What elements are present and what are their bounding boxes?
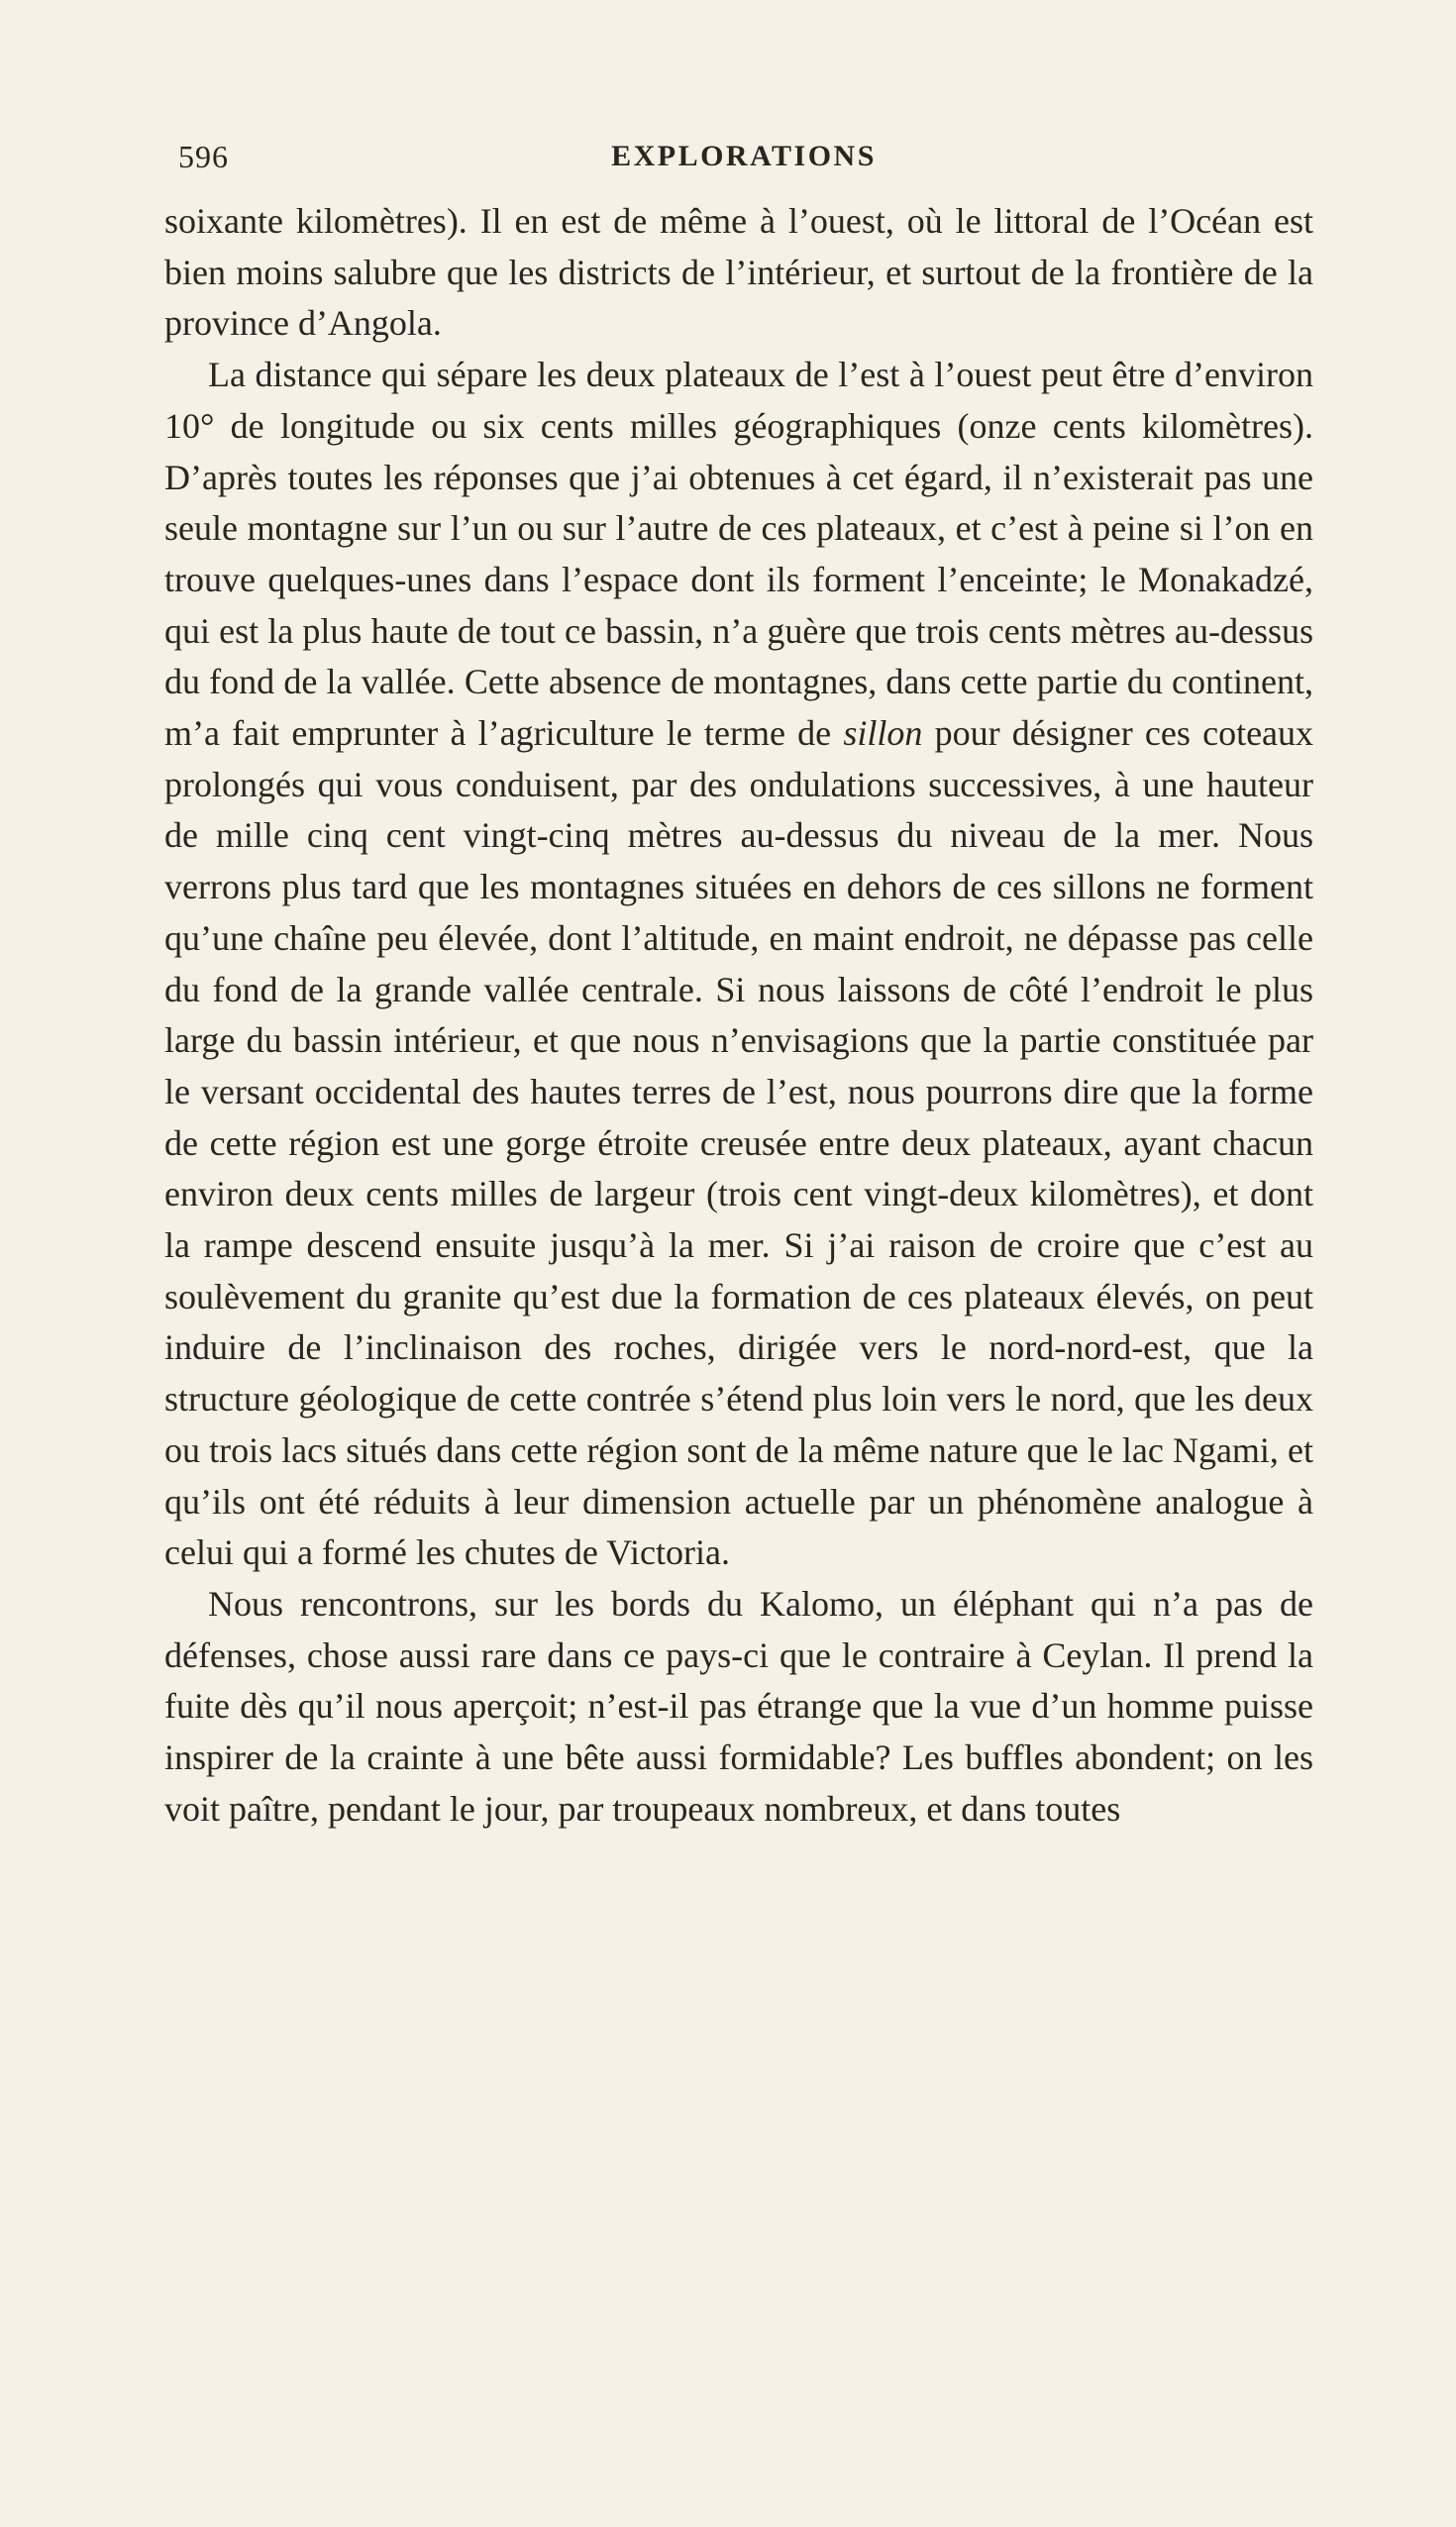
paragraph-1: soixante kilomètres). Il en est de même à l’ouest, où le littoral de l’Océan est bien moins salubre que les districts de l’intérieur, et surtout de la frontière de la province d’Angola. — [164, 201, 1313, 344]
page-number: 596 — [178, 139, 229, 174]
italic-term-sillon: sillon — [843, 713, 923, 754]
body-text — [164, 196, 1313, 1836]
paragraph-2-text-end: pour désigner ces coteaux prolongés qui vous conduisent, par des ondulations successives, à une hauteur de mille cinq cent vingt-cinq mètres au-dessus du niveau de la mer. Nous verrons plus tard que les montagnes situées en dehors de ces sillons ne forment qu’une chaîne peu élevée, dont l’altitude, en maint endroit, ne dépasse pas celle du fond de la grande vallée centrale. Si nous laissons de côté l’endroit le plus large du bassin intérieur, et que nous n’envisagions que la partie constituée par le versant occidental des hautes terres de l’est, nous pourrons dire que la forme de cette région est une gorge étroite creusée entre deux plateaux, ayant chacun environ deux cents milles de largeur (trois cent vingt-deux kilomètres), et dont la rampe descend ensuite jusqu’à la mer. Si j’ai raison de croire que c’est au soulèvement du granite qu’est due la formation de ces plateaux élevés, on peut induire de l’inclinaison des roches, dirigée vers le nord-nord-est, que la structure géologique de cette contrée s’étend plus loin vers le nord, que les deux ou trois lacs situés dans cette région sont de la même nature que le lac Ngami, et qu’ils ont été réduits à leur dimension actuelle par un phénomène analogue à celui qui a formé les chutes de Victoria. — [164, 713, 1314, 1573]
paragraph-3: Nous rencontrons, sur les bords du Kalomo, un éléphant qui n’a pas de défenses, chose aussi rare dans ce pays-ci que le contraire à Ceylan. Il prend la fuite dès qu’il nous aperçoit; n’est-il pas étrange que la vue d’un homme puisse inspirer de la crainte à une bête aussi formidable? Les buffles abondent; on les voit paître, pendant le jour, par troupeaux nombreux, et dans toutes — [164, 1583, 1313, 1829]
page-header — [178, 135, 1309, 178]
running-title: EXPLORATIONS — [611, 140, 877, 172]
paragraph-2 — [164, 350, 1313, 1579]
paragraph-2-text-start: La distance qui sépare les deux plateaux de l’est à l’ouest peut être d’environ 10° de longitude ou six cents milles géographiques (onze cents kilomètres). D’après toutes les réponses que j’ai obtenues à cet égard, il n’existerait pas une seule montagne sur l’un ou sur l’autre de ces plateaux, et c’est à peine si l’on en trouve quelques-unes dans l’espace dont ils forment l’enceinte; le Monakadzé, qui est la plus haute de tout ce bassin, n’a guère que trois cents mètres au-dessus du fond de la vallée. Cette absence de montagnes, dans cette partie du continent, m’a fait emprunter à l’agriculture le terme de — [164, 355, 1313, 754]
